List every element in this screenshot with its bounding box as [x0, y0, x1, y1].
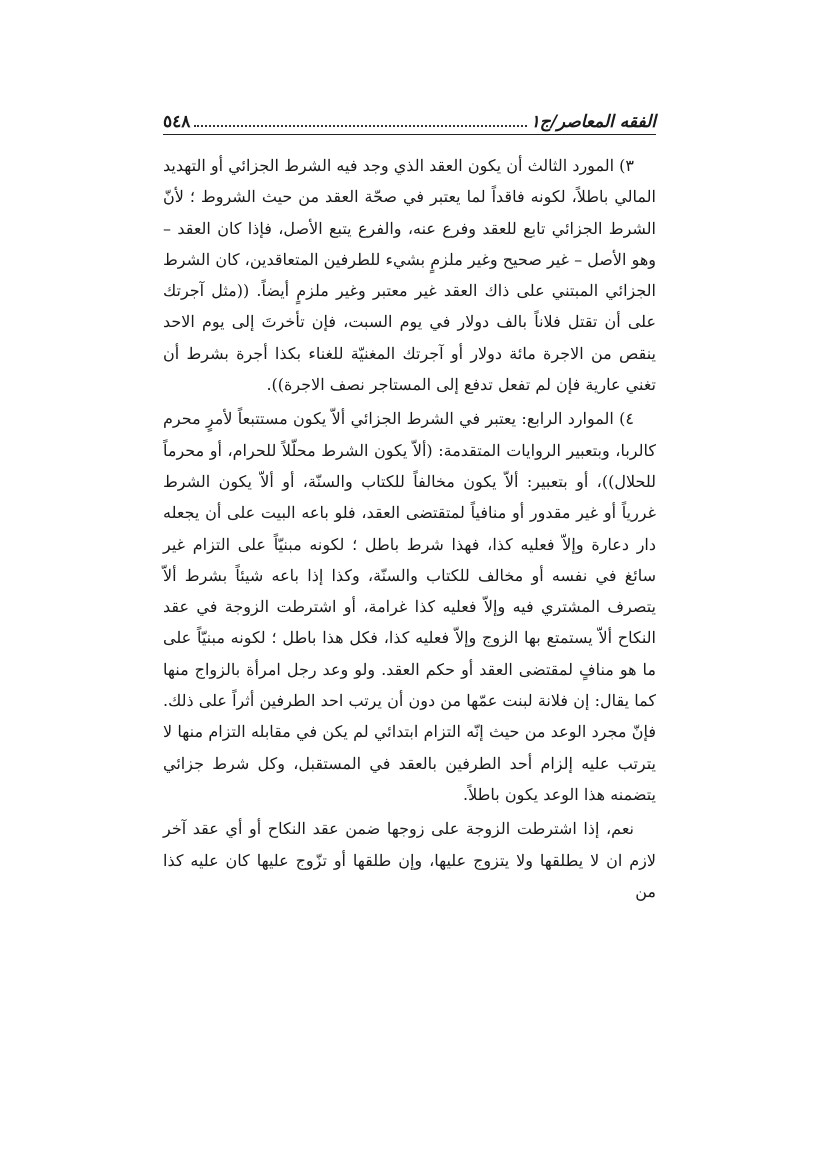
header-rule: [163, 134, 656, 135]
paragraph-fourth-case: ٤) الموارد الرابع: يعتبر في الشرط الجزائي ألاّ يكون مستتبعاً لأمرٍ محرم كالربا، وبتعبير الروايات المتقدمة: (ألاّ يكون الشرط محلّلاً للحرام، أو محرماً للحلال))، أو بتعبير: ألاّ يكون مخالفاً للكتاب والسنّة، أو ألاّ يكون الشرط غررياً أو غير مقدور أو منافياً لمتقتضى العقد، فلو باعه البيت على أن يجعله دار دعارة وإلاّ فعليه كذا، فهذا شرط باطل ؛ لكونه مبنيّاً على التزام غير سائغ في نفسه أو مخالف للكتاب والسنّة، وكذا إذا باعه شيئاً بشرط ألاّ يتصرف المشتري فيه وإلاّ فعليه كذا غرامة، أو اشترطت الزوجة في عقد النكاح ألاّ يستمتع بها الزوج وإلاّ فعليه كذا، فكل هذا باطل ؛ لكونه مبنيّاً على ما هو منافٍ لمقتضى العقد أو حكم العقد. ولو وعد رجل امرأة بالزواج منها كما يقال: إن فلانة لبنت عمّها من دون أن يرتب احد الطرفين أثراً على ذلك. فإنّ مجرد الوعد من حيث إنّه التزام ابتدائي لم يكن في مقابله التزام منها لا يترتب عليه إلزام أحد الطرفين بالعقد في المستقبل، وكل شرط جزائي يتضمنه هذا الوعد يكون باطلاً.: [163, 409, 656, 804]
page-header: [163, 92, 656, 132]
paragraph-third-case: ٣) المورد الثالث أن يكون العقد الذي وجد فيه الشرط الجزائي أو التهديد المالي باطلاً، لكونه فاقداً لما يعتبر في صحّة العقد من حيث الشروط ؛ لأنّ الشرط الجزائي تابع للعقد وفرع عنه، والفرع يتبع الأصل، فإذا كان العقد – وهو الأصل – غير صحيح وغير ملزمٍ بشيء للطرفين المتعاقدين، كان الشرط الجزائي المبتني على ذاك العقد غير معتبر وغير ملزمٍ أيضاً. ((مثل آجرتك على أن تقتل فلاناً بالف دولار في يوم السبت، فإن تأخرتَ إلى يوم الاحد ينقص من الاجرة مائة دولار أو آجرتك المغنيّة للغناء بكذا أجرة بشرط أن تغني عارية فإن لم تفعل تدفع إلى المستاجر نصف الاجرة)).: [163, 156, 656, 395]
running-title: الفقه المعاصر/ج١: [530, 112, 656, 132]
body-text: [163, 150, 656, 910]
paragraph-marriage-condition: نعم، إذا اشترطت الزوجة على زوجها ضمن عقد النكاح أو أي عقد آخر لازم ان لا يطلقها ولا يتزوج عليها، وإن طلقها أو تزّوج عليها كان عليه كذا من: [163, 819, 656, 901]
page-number: ٥٤٨: [163, 112, 191, 132]
header-dot-leader: [194, 125, 526, 127]
